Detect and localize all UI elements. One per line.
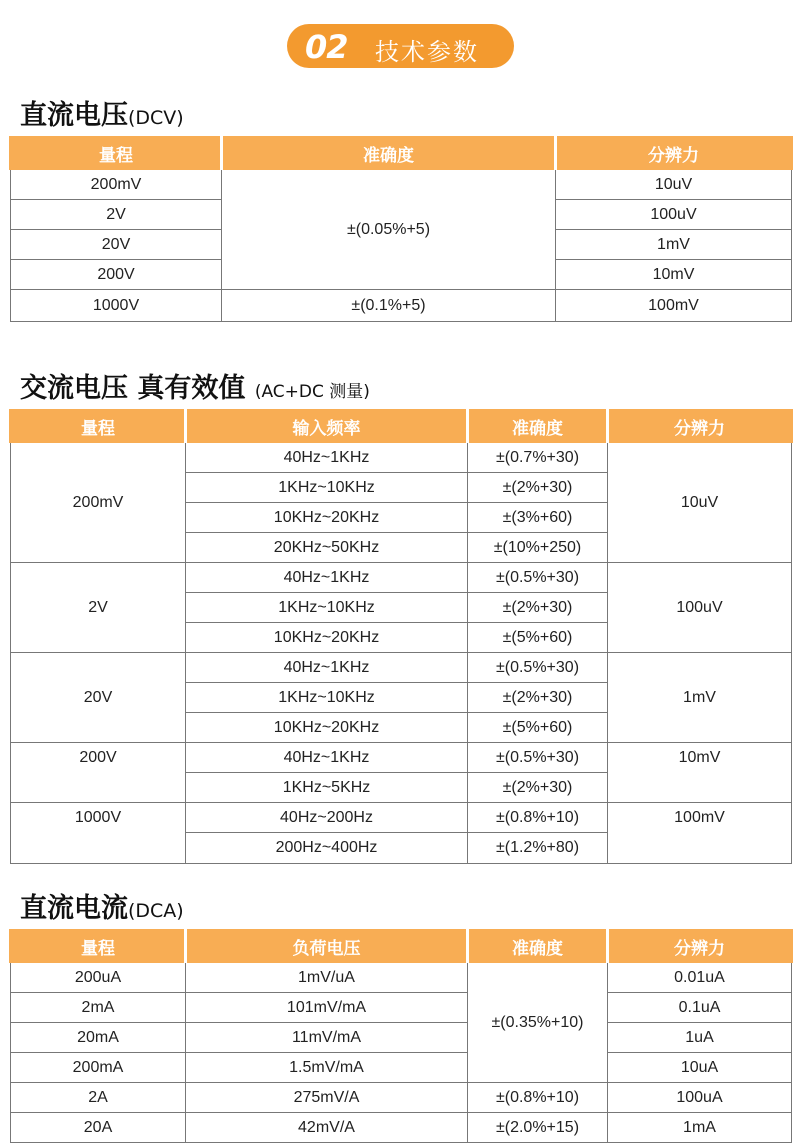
header-cell: 准确度 bbox=[222, 137, 556, 170]
dcv-table bbox=[9, 136, 793, 322]
frequency-cell: 200Hz~400Hz bbox=[186, 833, 468, 864]
burden-cell: 275mV/A bbox=[186, 1083, 468, 1113]
dcv-subtitle: (DCV) bbox=[128, 107, 184, 129]
range-cell: 20V bbox=[11, 230, 222, 260]
range-cell: 200mV bbox=[11, 170, 222, 200]
accuracy-cell: ±(2%+30) bbox=[468, 773, 608, 803]
resolution-cell: 0.1uA bbox=[608, 993, 792, 1023]
range-cell: 20V bbox=[11, 653, 186, 743]
burden-cell: 11mV/mA bbox=[186, 1023, 468, 1053]
range-cell: 2V bbox=[11, 563, 186, 653]
resolution-cell: 10uV bbox=[556, 170, 792, 200]
section-number: 02 bbox=[305, 28, 348, 66]
dca-subtitle: (DCA) bbox=[128, 900, 184, 922]
frequency-cell: 1KHz~10KHz bbox=[186, 593, 468, 623]
resolution-cell: 0.01uA bbox=[608, 963, 792, 993]
resolution-cell: 100uA bbox=[608, 1083, 792, 1113]
range-cell: 200V bbox=[11, 743, 186, 803]
acv-table bbox=[9, 409, 793, 864]
resolution-cell: 1uA bbox=[608, 1023, 792, 1053]
range-cell: 1000V bbox=[11, 803, 186, 864]
frequency-cell: 40Hz~1KHz bbox=[186, 653, 468, 683]
frequency-cell: 20KHz~50KHz bbox=[186, 533, 468, 563]
accuracy-cell: ±(0.8%+10) bbox=[468, 1083, 608, 1113]
dcv-title: 直流电压 bbox=[20, 100, 128, 131]
resolution-cell: 1mV bbox=[556, 230, 792, 260]
frequency-cell: 40Hz~1KHz bbox=[186, 743, 468, 773]
range-cell: 200uA bbox=[11, 963, 186, 993]
table-row bbox=[11, 743, 792, 773]
dca-table bbox=[9, 929, 793, 1143]
table-row bbox=[11, 1113, 792, 1143]
frequency-cell: 1KHz~10KHz bbox=[186, 683, 468, 713]
accuracy-cell: ±(0.35%+10) bbox=[468, 963, 608, 1083]
accuracy-cell: ±(5%+60) bbox=[468, 623, 608, 653]
header-cell: 分辨力 bbox=[608, 930, 792, 963]
accuracy-cell: ±(0.5%+30) bbox=[468, 563, 608, 593]
accuracy-cell: ±(2%+30) bbox=[468, 683, 608, 713]
range-cell: 2mA bbox=[11, 993, 186, 1023]
accuracy-cell: ±(2%+30) bbox=[468, 473, 608, 503]
resolution-cell: 100uV bbox=[556, 200, 792, 230]
frequency-cell: 40Hz~1KHz bbox=[186, 563, 468, 593]
header-cell: 负荷电压 bbox=[186, 930, 468, 963]
table-row bbox=[11, 563, 792, 593]
resolution-cell: 10mV bbox=[556, 260, 792, 290]
range-cell: 20A bbox=[11, 1113, 186, 1143]
frequency-cell: 1KHz~5KHz bbox=[186, 773, 468, 803]
acv-subtitle: (AC+DC 测量) bbox=[254, 382, 370, 402]
resolution-cell: 1mV bbox=[608, 653, 792, 743]
range-cell: 2V bbox=[11, 200, 222, 230]
dca-heading bbox=[20, 886, 184, 925]
dca-title: 直流电流 bbox=[20, 893, 128, 924]
range-cell: 20mA bbox=[11, 1023, 186, 1053]
range-cell: 2A bbox=[11, 1083, 186, 1113]
section-title: 技术参数 bbox=[375, 38, 479, 66]
frequency-cell: 10KHz~20KHz bbox=[186, 503, 468, 533]
accuracy-cell: ±(0.05%+5) bbox=[222, 170, 556, 290]
header-cell: 准确度 bbox=[468, 930, 608, 963]
table-header-row bbox=[11, 930, 792, 963]
section-banner bbox=[287, 24, 514, 68]
resolution-cell: 10uV bbox=[608, 443, 792, 563]
accuracy-cell: ±(2%+30) bbox=[468, 593, 608, 623]
table-row bbox=[11, 1083, 792, 1113]
accuracy-cell: ±(0.5%+30) bbox=[468, 653, 608, 683]
burden-cell: 101mV/mA bbox=[186, 993, 468, 1023]
table-row bbox=[11, 1023, 792, 1053]
table-header-row bbox=[11, 410, 792, 443]
table-row bbox=[11, 1053, 792, 1083]
dcv-heading bbox=[20, 93, 184, 132]
header-cell: 准确度 bbox=[468, 410, 608, 443]
accuracy-cell: ±(0.7%+30) bbox=[468, 443, 608, 473]
resolution-cell: 10uA bbox=[608, 1053, 792, 1083]
header-cell: 量程 bbox=[11, 930, 186, 963]
accuracy-cell: ±(3%+60) bbox=[468, 503, 608, 533]
table-row bbox=[11, 290, 792, 322]
frequency-cell: 1KHz~10KHz bbox=[186, 473, 468, 503]
header-cell: 输入频率 bbox=[186, 410, 468, 443]
accuracy-cell: ±(0.5%+30) bbox=[468, 743, 608, 773]
header-cell: 分辨力 bbox=[608, 410, 792, 443]
header-cell: 量程 bbox=[11, 137, 222, 170]
frequency-cell: 10KHz~20KHz bbox=[186, 623, 468, 653]
accuracy-cell: ±(10%+250) bbox=[468, 533, 608, 563]
frequency-cell: 10KHz~20KHz bbox=[186, 713, 468, 743]
acv-heading bbox=[20, 366, 370, 405]
accuracy-cell: ±(0.1%+5) bbox=[222, 290, 556, 322]
frequency-cell: 40Hz~1KHz bbox=[186, 443, 468, 473]
accuracy-cell: ±(1.2%+80) bbox=[468, 833, 608, 864]
table-row bbox=[11, 653, 792, 683]
accuracy-cell: ±(2.0%+15) bbox=[468, 1113, 608, 1143]
range-cell: 200mV bbox=[11, 443, 186, 563]
resolution-cell: 100mV bbox=[556, 290, 792, 322]
table-row bbox=[11, 993, 792, 1023]
accuracy-cell: ±(0.8%+10) bbox=[468, 803, 608, 833]
table-row bbox=[11, 803, 792, 833]
frequency-cell: 40Hz~200Hz bbox=[186, 803, 468, 833]
accuracy-cell: ±(5%+60) bbox=[468, 713, 608, 743]
resolution-cell: 100mV bbox=[608, 803, 792, 864]
range-cell: 200mA bbox=[11, 1053, 186, 1083]
burden-cell: 1mV/uA bbox=[186, 963, 468, 993]
table-row bbox=[11, 170, 792, 200]
header-cell: 分辨力 bbox=[556, 137, 792, 170]
header-cell: 量程 bbox=[11, 410, 186, 443]
burden-cell: 1.5mV/mA bbox=[186, 1053, 468, 1083]
range-cell: 1000V bbox=[11, 290, 222, 322]
acv-title: 交流电压 真有效值 bbox=[20, 373, 246, 404]
resolution-cell: 100uV bbox=[608, 563, 792, 653]
table-row bbox=[11, 443, 792, 473]
resolution-cell: 1mA bbox=[608, 1113, 792, 1143]
burden-cell: 42mV/A bbox=[186, 1113, 468, 1143]
range-cell: 200V bbox=[11, 260, 222, 290]
table-header-row bbox=[11, 137, 792, 170]
resolution-cell: 10mV bbox=[608, 743, 792, 803]
table-row bbox=[11, 963, 792, 993]
